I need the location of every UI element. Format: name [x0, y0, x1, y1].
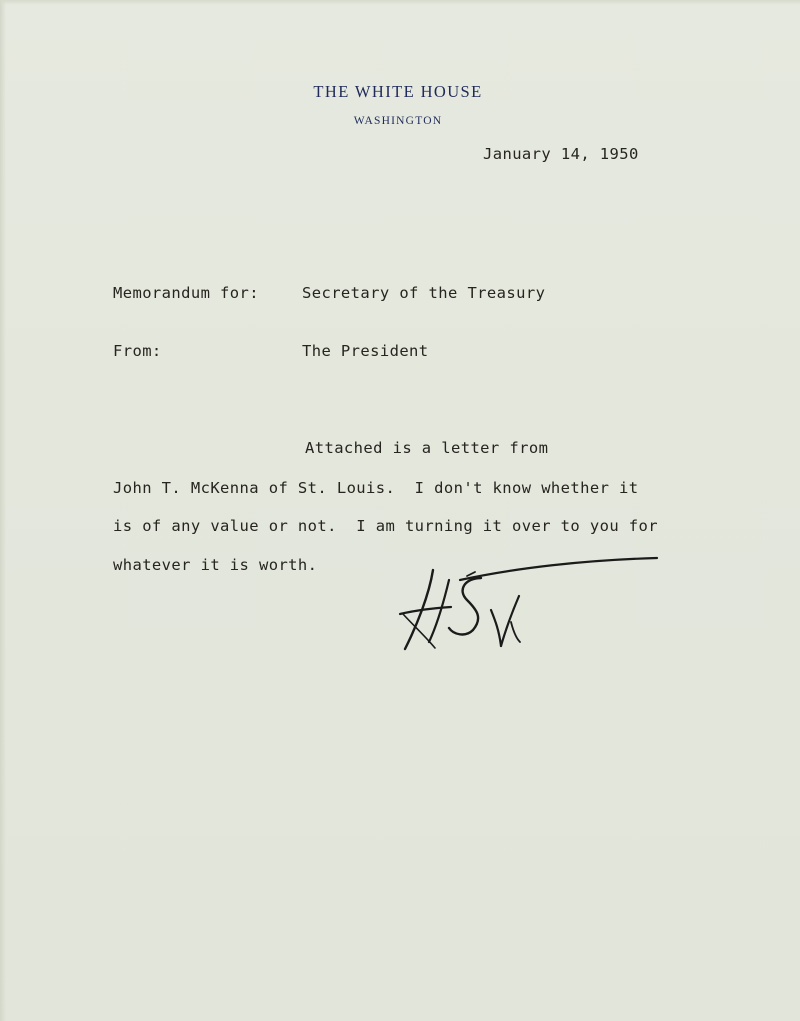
- letterhead-title: THE WHITE HOUSE: [313, 82, 483, 101]
- paper-edge-top: [0, 0, 800, 5]
- letterhead-city: WASHINGTON: [353, 115, 443, 127]
- memo-to-value: Secretary of the Treasury: [302, 284, 546, 302]
- body-line: John T. McKenna of St. Louis. I don't know whether it: [113, 479, 639, 497]
- memo-from-value: The President: [302, 342, 429, 360]
- memo-from-label: From:: [113, 342, 162, 360]
- memo-to-label: Memorandum for:: [113, 284, 259, 302]
- body-line: is of any value or not. I am turning it over to you for: [113, 517, 658, 535]
- signature-initials: [395, 550, 660, 655]
- memo-date: January 14, 1950: [483, 145, 639, 163]
- paper-edge-left: [0, 0, 6, 1021]
- body-line: whatever it is worth.: [113, 556, 318, 574]
- body-line: Attached is a letter from: [305, 439, 549, 457]
